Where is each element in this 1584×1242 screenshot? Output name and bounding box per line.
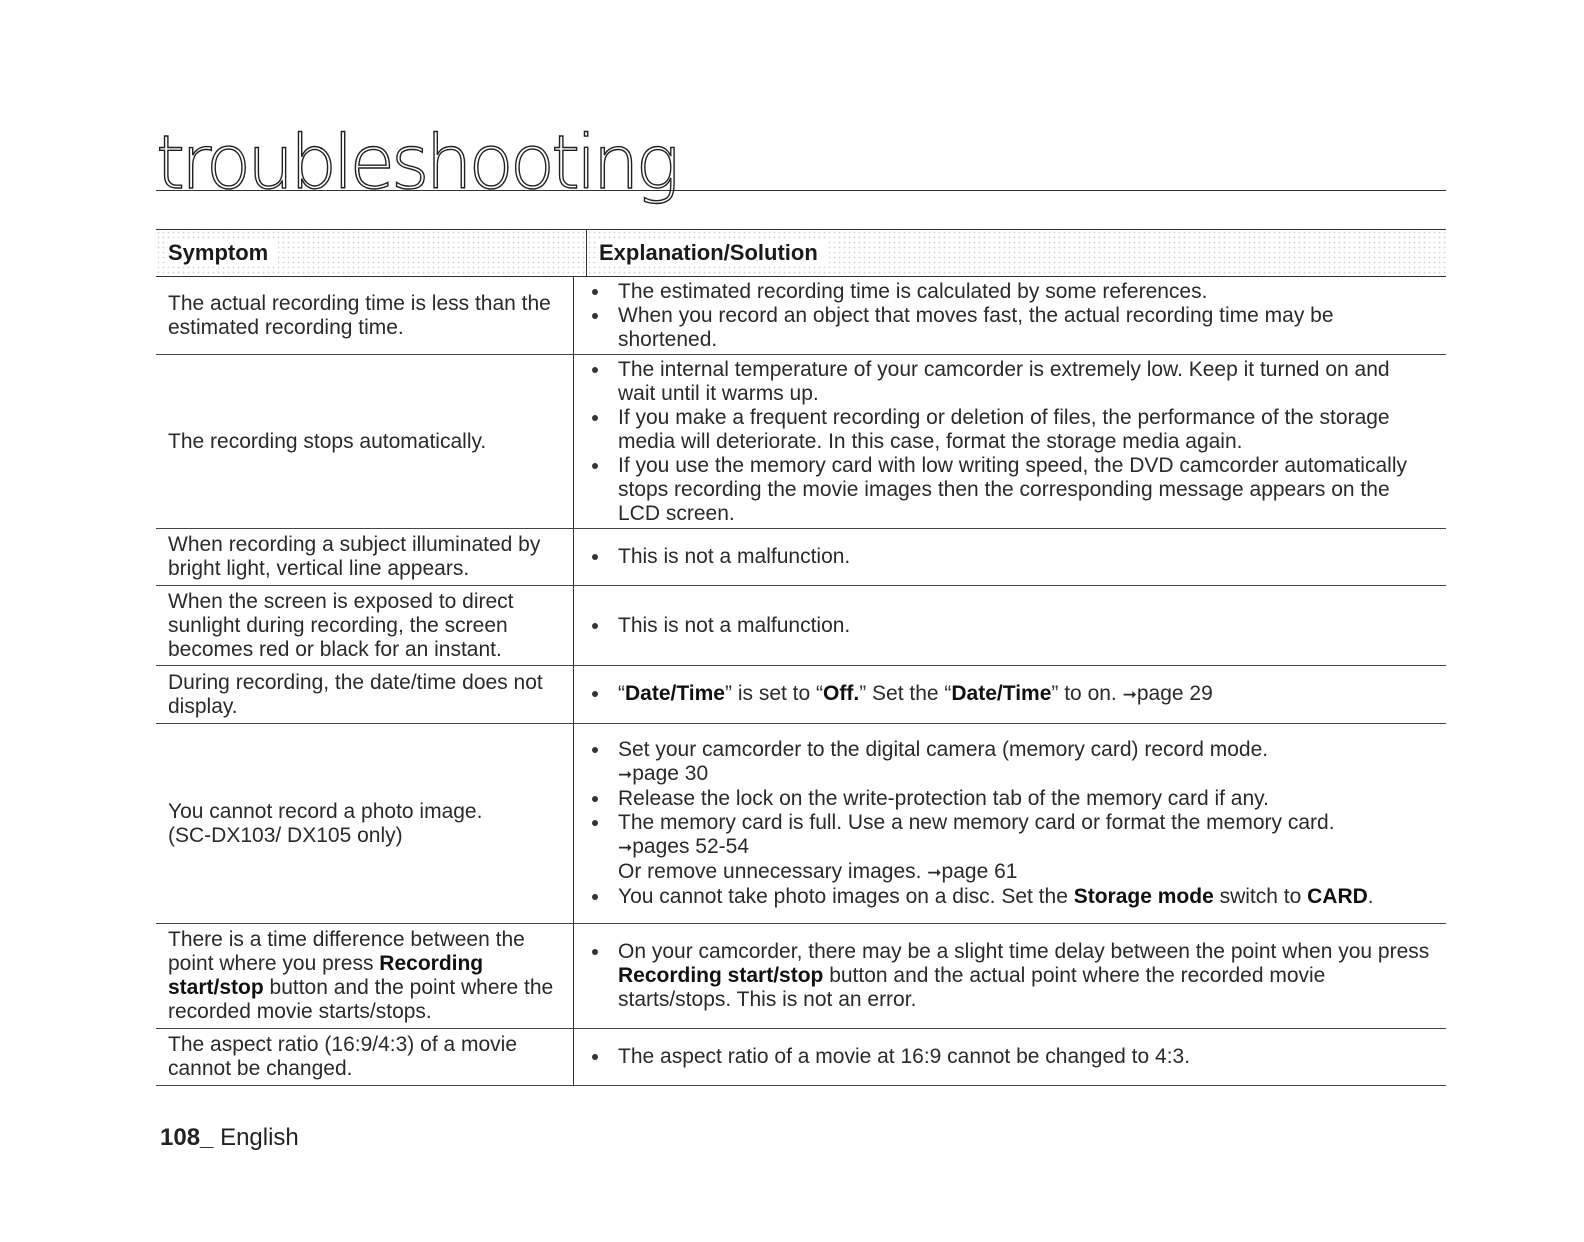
bullet-item: This is not a malfunction. [588, 614, 1432, 638]
bullet-item: “Date/Time” is set to “Off.” Set the “Date/Time” to on. ➞page 29 [588, 682, 1432, 707]
explanation-cell [574, 355, 1446, 528]
table-row [156, 666, 1446, 724]
language-label: English [220, 1124, 299, 1151]
table-row [156, 724, 1446, 924]
explanation-cell [574, 1029, 1446, 1085]
bullet-item: The estimated recording time is calculated by some references. [588, 280, 1432, 304]
symptom-cell: There is a time difference between the point where you press Recording start/stop button and the point where the recorded movie starts/stops. [156, 924, 574, 1028]
symptom-cell: The actual recording time is less than the estimated recording time. [156, 277, 574, 354]
page-reference: page 30 [632, 762, 709, 785]
page-title: troubleshooting [156, 120, 676, 206]
table-row [156, 1029, 1446, 1086]
bullet-item: Set your camcorder to the digital camera (memory card) record mode. ➞page 30 [588, 738, 1432, 787]
page-ref-arrow-icon: ➞ [1122, 685, 1137, 704]
page-ref-arrow-icon: ➞ [927, 863, 942, 882]
bullet-item: The memory card is full. Use a new memory card or format the memory card. ➞pages 52-54 Or remove unnecessary images. ➞page 61 [588, 811, 1432, 885]
symptom-cell: The aspect ratio (16:9/4:3) of a movie cannot be changed. [156, 1029, 574, 1085]
table-header [156, 229, 1446, 277]
bullet-item: The internal temperature of your camcorder is extremely low. Keep it turned on and wait until it warms up. [588, 358, 1432, 406]
page-header [156, 120, 1446, 206]
explanation-cell [574, 724, 1446, 923]
bullet-item: This is not a malfunction. [588, 545, 1432, 569]
bullet-item: The aspect ratio of a movie at 16:9 cannot be changed to 4:3. [588, 1045, 1432, 1069]
page-reference: pages 52-54 [632, 835, 750, 858]
table-row [156, 277, 1446, 355]
page-ref-arrow-icon: ➞ [618, 765, 633, 784]
page-number: 108_ [160, 1124, 214, 1151]
bullet-item: You cannot take photo images on a disc. Set the Storage mode switch to CARD. [588, 885, 1432, 909]
table-row [156, 924, 1446, 1029]
explanation-cell [574, 586, 1446, 665]
page-footer [160, 1124, 299, 1152]
bullet-item: If you make a frequent recording or deletion of files, the performance of the storage media will deteriorate. In this case, format the storage media again. [588, 406, 1432, 454]
page-ref-arrow-icon: ➞ [618, 838, 633, 857]
explanation-cell [574, 924, 1446, 1028]
symptom-cell: During recording, the date/time does not display. [156, 666, 574, 723]
symptom-cell: You cannot record a photo image. (SC-DX103/ DX105 only) [156, 724, 574, 923]
title-underline [156, 190, 1446, 191]
bullet-item: If you use the memory card with low writing speed, the DVD camcorder automatically stops recording the movie images then the corresponding message appears on the LCD screen. [588, 454, 1432, 526]
table-row [156, 529, 1446, 586]
explanation-header: Explanation/Solution [587, 230, 1446, 276]
page-reference: page 61 [941, 860, 1018, 883]
bullet-item: When you record an object that moves fast, the actual recording time may be shortened. [588, 304, 1432, 352]
page-reference: page 29 [1136, 682, 1213, 705]
table-row [156, 586, 1446, 666]
explanation-cell [574, 529, 1446, 585]
bullet-item: On your camcorder, there may be a slight time delay between the point when you press Recording start/stop button and the actual point where the recorded movie starts/stops. This is not an error. [588, 940, 1432, 1012]
symptom-header: Symptom [156, 230, 587, 276]
explanation-cell [574, 666, 1446, 723]
bullet-item: Release the lock on the write-protection tab of the memory card if any. [588, 787, 1432, 811]
symptom-cell: When the screen is exposed to direct sunlight during recording, the screen becomes red or black for an instant. [156, 586, 574, 665]
table-row [156, 355, 1446, 529]
troubleshooting-table [156, 229, 1446, 1086]
symptom-cell: The recording stops automatically. [156, 355, 574, 528]
explanation-cell [574, 277, 1446, 354]
symptom-cell: When recording a subject illuminated by bright light, vertical line appears. [156, 529, 574, 585]
